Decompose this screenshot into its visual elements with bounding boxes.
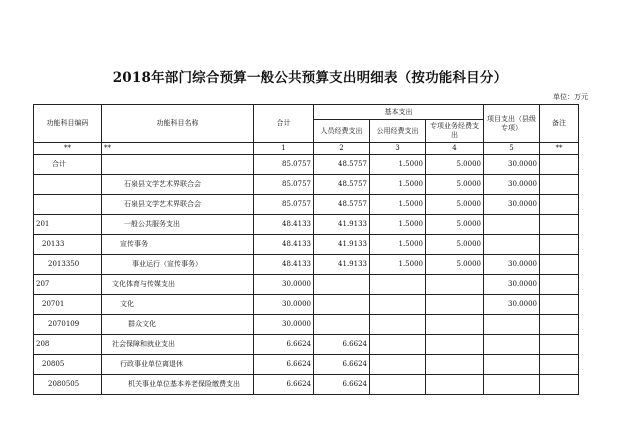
header-remark: 备注 xyxy=(540,105,579,143)
row-personnel: 48.5757 xyxy=(314,175,370,195)
row-project xyxy=(484,235,540,255)
table-row xyxy=(34,175,579,195)
row-name: 一般公共服务支出 xyxy=(102,215,254,235)
row-public: 1.5000 xyxy=(370,215,426,235)
row-personnel: 48.5757 xyxy=(314,195,370,215)
header-name: 功能科目名称 xyxy=(102,105,254,143)
row-total: 48.4133 xyxy=(254,235,314,255)
expenditure-table xyxy=(33,104,579,395)
row-public: 1.5000 xyxy=(370,235,426,255)
row-total: 30.0000 xyxy=(254,315,314,335)
row-remark xyxy=(540,215,579,235)
unit-label: 单位：万元 xyxy=(553,93,588,101)
column-number-row xyxy=(34,143,579,155)
row-remark xyxy=(540,155,579,175)
table-row xyxy=(34,235,579,255)
row-personnel: 48.5757 xyxy=(314,155,370,175)
row-name: 机关事业单位基本养老保险缴费支出 xyxy=(102,375,254,395)
row-project: 30.0000 xyxy=(484,295,540,315)
header-total: 合计 xyxy=(254,105,314,143)
row-total: 48.4133 xyxy=(254,255,314,275)
row-special: 5.0000 xyxy=(426,255,484,275)
table-row xyxy=(34,195,579,215)
row-special xyxy=(426,295,484,315)
row-code: 2013350 xyxy=(34,255,102,275)
row-public xyxy=(370,315,426,335)
row-total: 6.6624 xyxy=(254,375,314,395)
row-name: 社会保障和就业支出 xyxy=(102,335,254,355)
row-remark xyxy=(540,355,579,375)
row-project xyxy=(484,355,540,375)
mark-c4: 4 xyxy=(426,143,484,155)
mark-name: ** xyxy=(102,143,254,155)
row-remark xyxy=(540,195,579,215)
header-code: 功能科目编码 xyxy=(34,105,102,143)
row-public: 1.5000 xyxy=(370,155,426,175)
table-row xyxy=(34,375,579,395)
row-special: 5.0000 xyxy=(426,215,484,235)
row-special xyxy=(426,275,484,295)
mark-c3: 3 xyxy=(370,143,426,155)
row-public xyxy=(370,355,426,375)
table-row xyxy=(34,255,579,275)
table-row xyxy=(34,335,579,355)
row-code: 207 xyxy=(34,275,102,295)
header-personnel: 人员经费支出 xyxy=(314,120,370,143)
row-code: 20133 xyxy=(34,235,102,255)
row-name: 事业运行（宣传事务） xyxy=(102,255,254,275)
header-basic: 基本支出 xyxy=(314,105,484,120)
row-total: 85.0757 xyxy=(254,175,314,195)
row-total: 30.0000 xyxy=(254,275,314,295)
table-row xyxy=(34,355,579,375)
row-remark xyxy=(540,235,579,255)
row-personnel: 41.9133 xyxy=(314,255,370,275)
row-special: 5.0000 xyxy=(426,195,484,215)
row-remark xyxy=(540,255,579,275)
row-personnel: 41.9133 xyxy=(314,235,370,255)
row-personnel: 6.6624 xyxy=(314,375,370,395)
mark-remark: ** xyxy=(540,143,579,155)
row-personnel: 6.6624 xyxy=(314,355,370,375)
row-public xyxy=(370,335,426,355)
row-remark xyxy=(540,335,579,355)
row-code xyxy=(34,195,102,215)
row-special xyxy=(426,315,484,335)
row-special xyxy=(426,375,484,395)
row-public: 1.5000 xyxy=(370,195,426,215)
page-title: 2018年部门综合预算一般公共预算支出明细表（按功能科目分） xyxy=(112,70,508,86)
row-special: 5.0000 xyxy=(426,155,484,175)
row-code xyxy=(34,175,102,195)
row-name: 行政事业单位离退休 xyxy=(102,355,254,375)
row-code: 2070109 xyxy=(34,315,102,335)
row-special xyxy=(426,355,484,375)
row-remark xyxy=(540,175,579,195)
row-code: 合计 xyxy=(34,155,102,175)
row-public xyxy=(370,275,426,295)
row-personnel xyxy=(314,295,370,315)
mark-c1: 1 xyxy=(254,143,314,155)
row-total: 85.0757 xyxy=(254,155,314,175)
row-project: 30.0000 xyxy=(484,255,540,275)
row-remark xyxy=(540,275,579,295)
row-total: 85.0757 xyxy=(254,195,314,215)
row-name: 文化体育与传媒支出 xyxy=(102,275,254,295)
row-name: 群众文化 xyxy=(102,315,254,335)
mark-c5: 5 xyxy=(484,143,540,155)
row-personnel xyxy=(314,275,370,295)
row-project xyxy=(484,315,540,335)
row-code: 20701 xyxy=(34,295,102,315)
row-remark xyxy=(540,375,579,395)
table-row xyxy=(34,215,579,235)
row-remark xyxy=(540,295,579,315)
row-public xyxy=(370,295,426,315)
mark-c2: 2 xyxy=(314,143,370,155)
row-total: 48.4133 xyxy=(254,215,314,235)
row-code: 20805 xyxy=(34,355,102,375)
row-name: 石泉县文学艺术界联合会 xyxy=(102,195,254,215)
table-row xyxy=(34,155,579,175)
row-special: 5.0000 xyxy=(426,175,484,195)
row-project: 30.0000 xyxy=(484,155,540,175)
row-project: 30.0000 xyxy=(484,275,540,295)
row-total: 6.6624 xyxy=(254,335,314,355)
row-total: 6.6624 xyxy=(254,355,314,375)
row-code: 201 xyxy=(34,215,102,235)
row-personnel: 6.6624 xyxy=(314,335,370,355)
row-public: 1.5000 xyxy=(370,255,426,275)
row-project: 30.0000 xyxy=(484,195,540,215)
row-name: 宣传事务 xyxy=(102,235,254,255)
header-project: 项目支出（县级专项） xyxy=(484,105,540,143)
row-special xyxy=(426,335,484,355)
row-special: 5.0000 xyxy=(426,235,484,255)
row-name xyxy=(102,155,254,175)
row-project: 30.0000 xyxy=(484,175,540,195)
header-row-1 xyxy=(34,105,579,120)
row-remark xyxy=(540,315,579,335)
row-total: 30.0000 xyxy=(254,295,314,315)
row-code: 208 xyxy=(34,335,102,355)
table-row xyxy=(34,315,579,335)
table-row xyxy=(34,275,579,295)
header-special: 专项业务经费支出 xyxy=(426,120,484,143)
mark-code: ** xyxy=(34,143,102,155)
row-personnel xyxy=(314,315,370,335)
row-name: 文化 xyxy=(102,295,254,315)
header-public: 公用经费支出 xyxy=(370,120,426,143)
row-personnel: 41.9133 xyxy=(314,215,370,235)
row-project xyxy=(484,215,540,235)
row-name: 石泉县文学艺术界联合会 xyxy=(102,175,254,195)
row-public xyxy=(370,375,426,395)
row-project xyxy=(484,375,540,395)
row-code: 2080505 xyxy=(34,375,102,395)
row-project xyxy=(484,335,540,355)
row-public: 1.5000 xyxy=(370,175,426,195)
table-row xyxy=(34,295,579,315)
